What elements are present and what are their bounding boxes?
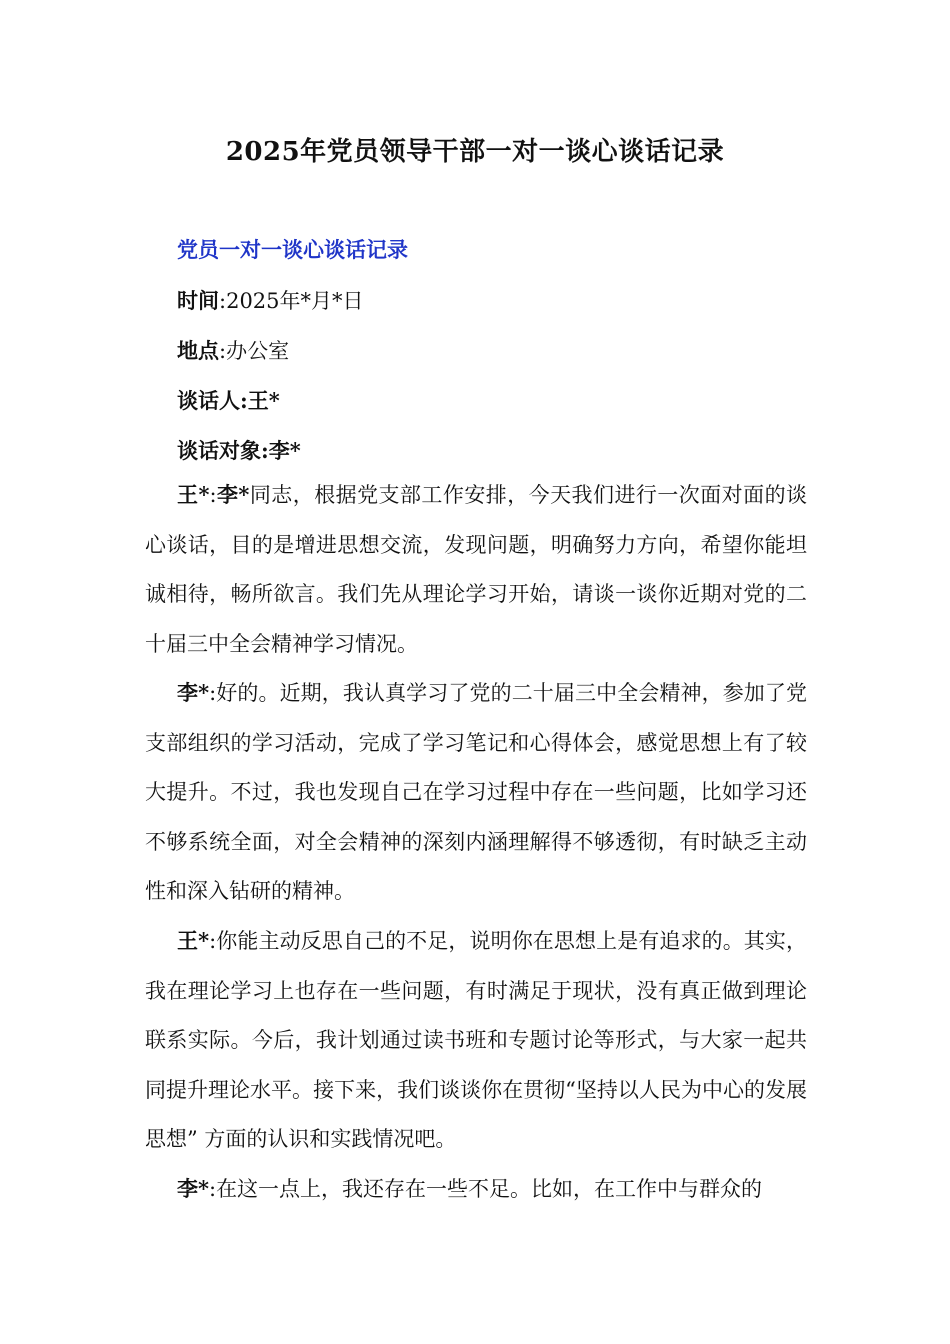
meta-time-label: 时间 [177, 288, 219, 313]
speaker-name: 王* [177, 928, 210, 953]
meta-sep: : [219, 289, 227, 313]
dialogue-paragraph [145, 916, 807, 1165]
document-title: 2025年党员领导干部一对一谈心谈话记录 [225, 137, 725, 167]
speaker-sep: : [209, 483, 217, 507]
meta-sep: : [240, 388, 248, 413]
speaker-sep: : [209, 929, 217, 953]
speaker-sep: : [208, 1177, 217, 1201]
speaker-name: 李* [177, 1176, 209, 1201]
meta-interviewer-label: 谈话人 [177, 388, 240, 413]
addressee-name: 李* [216, 482, 250, 507]
paragraph-text: 好的。近期，我认真学习了党的二十届三中全会精神，参加了党支部组织的学习活动，完成了学习笔记和心得体会，感觉思想上有了较大提升。不过，我也发现自己在学习过程中存在一些问题，比如学习还不够系统全面，对全会精神的深刻内涵理解得不够透彻，有时缺乏主动性和深入钻研的精神。 [145, 681, 808, 904]
meta-time [177, 283, 364, 319]
meta-interviewee-label: 谈话对象 [177, 438, 261, 463]
meta-interviewee-value: 李* [268, 438, 301, 463]
meta-sep: : [219, 339, 227, 363]
meta-sep: : [261, 438, 269, 463]
speaker-name: 李* [177, 680, 210, 705]
dialogue-paragraph [145, 1164, 807, 1215]
paragraph-text: 同志，根据党支部工作安排，今天我们进行一次面对面的谈心谈话，目的是增进思想交流，发现问题，明确努力方向，希望你能坦诚相待，畅所欲言。我们先从理论学习开始，请谈一谈你近期对党的二十届三中全会精神学习情况。 [145, 483, 808, 656]
dialogue-paragraph [145, 470, 807, 669]
speaker-name: 王* [177, 482, 210, 507]
paragraph-text: 你能主动反思自己的不足，说明你在思想上是有追求的。其实，我在理论学习上也存在一些问题，有时满足于现状，没有真正做到理论联系实际。今后，我计划通过读书班和专题讨论等形式，与大家一起共同提升理论水平。接下来，我们谈谈你在贯彻“坚持以人民为中心的发展思想” 方面的认识和实践情况吧。 [145, 929, 808, 1152]
meta-interviewee [177, 433, 301, 469]
document-subtitle: 党员一对一谈心谈话记录 [177, 237, 408, 262]
meta-location [177, 333, 289, 369]
meta-location-label: 地点 [177, 338, 219, 363]
meta-time-value: 2025年*月*日 [226, 289, 364, 313]
paragraph-text: 在这一点上，我还存在一些不足。比如，在工作中与群众的 [216, 1177, 763, 1201]
speaker-sep: : [209, 681, 217, 705]
dialogue-paragraph [145, 668, 807, 917]
meta-interviewer [177, 383, 280, 419]
meta-location-value: 办公室 [226, 339, 290, 363]
meta-interviewer-value: 王* [247, 388, 280, 413]
